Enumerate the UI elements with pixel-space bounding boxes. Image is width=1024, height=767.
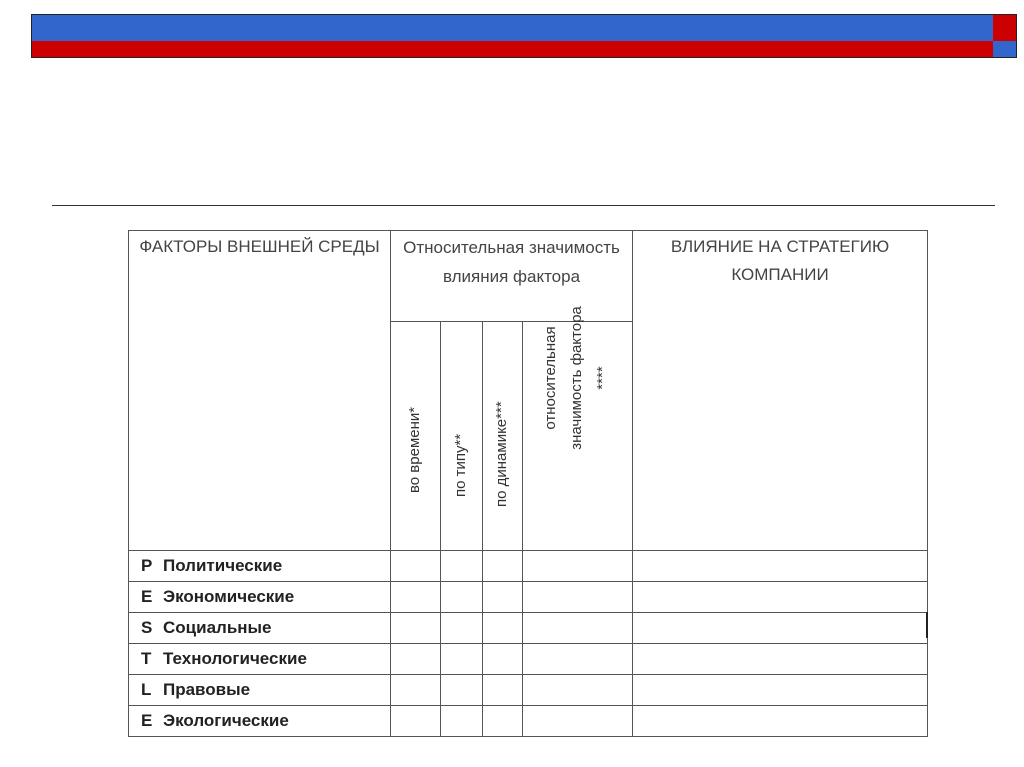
table-cell[interactable] — [523, 613, 633, 644]
table-cell[interactable] — [633, 675, 928, 706]
table-row — [129, 675, 928, 706]
subheader-time-cell — [391, 322, 441, 551]
row-letter: E — [141, 711, 153, 730]
row-letter: L — [141, 680, 152, 699]
table-cell[interactable] — [633, 613, 928, 644]
table-row — [129, 551, 928, 582]
table-cell[interactable] — [391, 582, 441, 613]
subheader-relative-cell — [523, 306, 633, 551]
table-cell[interactable] — [441, 644, 483, 675]
subheader-relative: относительная значимость фактора **** — [541, 306, 611, 450]
table-row — [129, 613, 928, 644]
table-cell[interactable] — [441, 675, 483, 706]
table-cell[interactable] — [391, 644, 441, 675]
table-cell[interactable] — [523, 644, 633, 675]
header-factors: ФАКТОРЫ ВНЕШНЕЙ СРЕДЫ — [129, 231, 391, 551]
table-cell[interactable] — [441, 582, 483, 613]
row-label: Социальные — [163, 618, 272, 637]
subheader-type-cell — [441, 322, 483, 551]
table-cell[interactable] — [483, 613, 523, 644]
row-label: Технологические — [163, 649, 307, 668]
table-cell[interactable] — [633, 644, 928, 675]
header-bar-blue — [31, 14, 993, 41]
table-cell[interactable] — [391, 675, 441, 706]
table-cell[interactable] — [391, 551, 441, 582]
table-cell[interactable] — [441, 613, 483, 644]
table-cell[interactable] — [483, 644, 523, 675]
row-label: Экономические — [163, 587, 295, 606]
table-cell[interactable] — [483, 706, 523, 737]
subheader-dynamics: по динамике*** — [492, 401, 510, 507]
row-label: Экологические — [163, 711, 289, 730]
table-cell[interactable] — [483, 675, 523, 706]
title-divider — [52, 205, 995, 206]
table-cell[interactable] — [523, 582, 633, 613]
table-cell[interactable] — [441, 706, 483, 737]
table-row — [129, 644, 928, 675]
table-cell[interactable] — [441, 551, 483, 582]
header-bar-red — [31, 41, 993, 58]
table-cell[interactable] — [633, 706, 928, 737]
header-significance: Относительная значимость влияния фактора — [391, 231, 633, 322]
table-cell[interactable] — [483, 582, 523, 613]
row-label: Политические — [163, 556, 283, 575]
table-row — [129, 582, 928, 613]
subheader-time: во времени* — [405, 406, 423, 493]
row-letter: P — [141, 556, 153, 575]
table-cell[interactable] — [391, 706, 441, 737]
text-cursor — [926, 612, 928, 638]
table-cell[interactable] — [633, 582, 928, 613]
subheader-dynamics-cell — [483, 322, 523, 551]
table-cell[interactable] — [633, 551, 928, 582]
table-cell[interactable] — [523, 706, 633, 737]
table-cell[interactable] — [523, 675, 633, 706]
table-cell[interactable] — [391, 613, 441, 644]
table-cell[interactable] — [523, 551, 633, 582]
row-label: Правовые — [163, 680, 251, 699]
header-row — [129, 231, 928, 322]
row-letter: T — [141, 649, 152, 668]
subheader-type: по типу** — [451, 433, 469, 497]
table-row — [129, 706, 928, 737]
header-square-red — [993, 14, 1017, 41]
header-square-blue — [993, 41, 1017, 58]
pestel-table — [128, 230, 928, 737]
header-influence: ВЛИЯНИЕ НА СТРАТЕГИЮ КОМПАНИИ — [633, 231, 928, 551]
table-cell[interactable] — [483, 551, 523, 582]
row-letter: S — [141, 618, 153, 637]
row-letter: E — [141, 587, 153, 606]
